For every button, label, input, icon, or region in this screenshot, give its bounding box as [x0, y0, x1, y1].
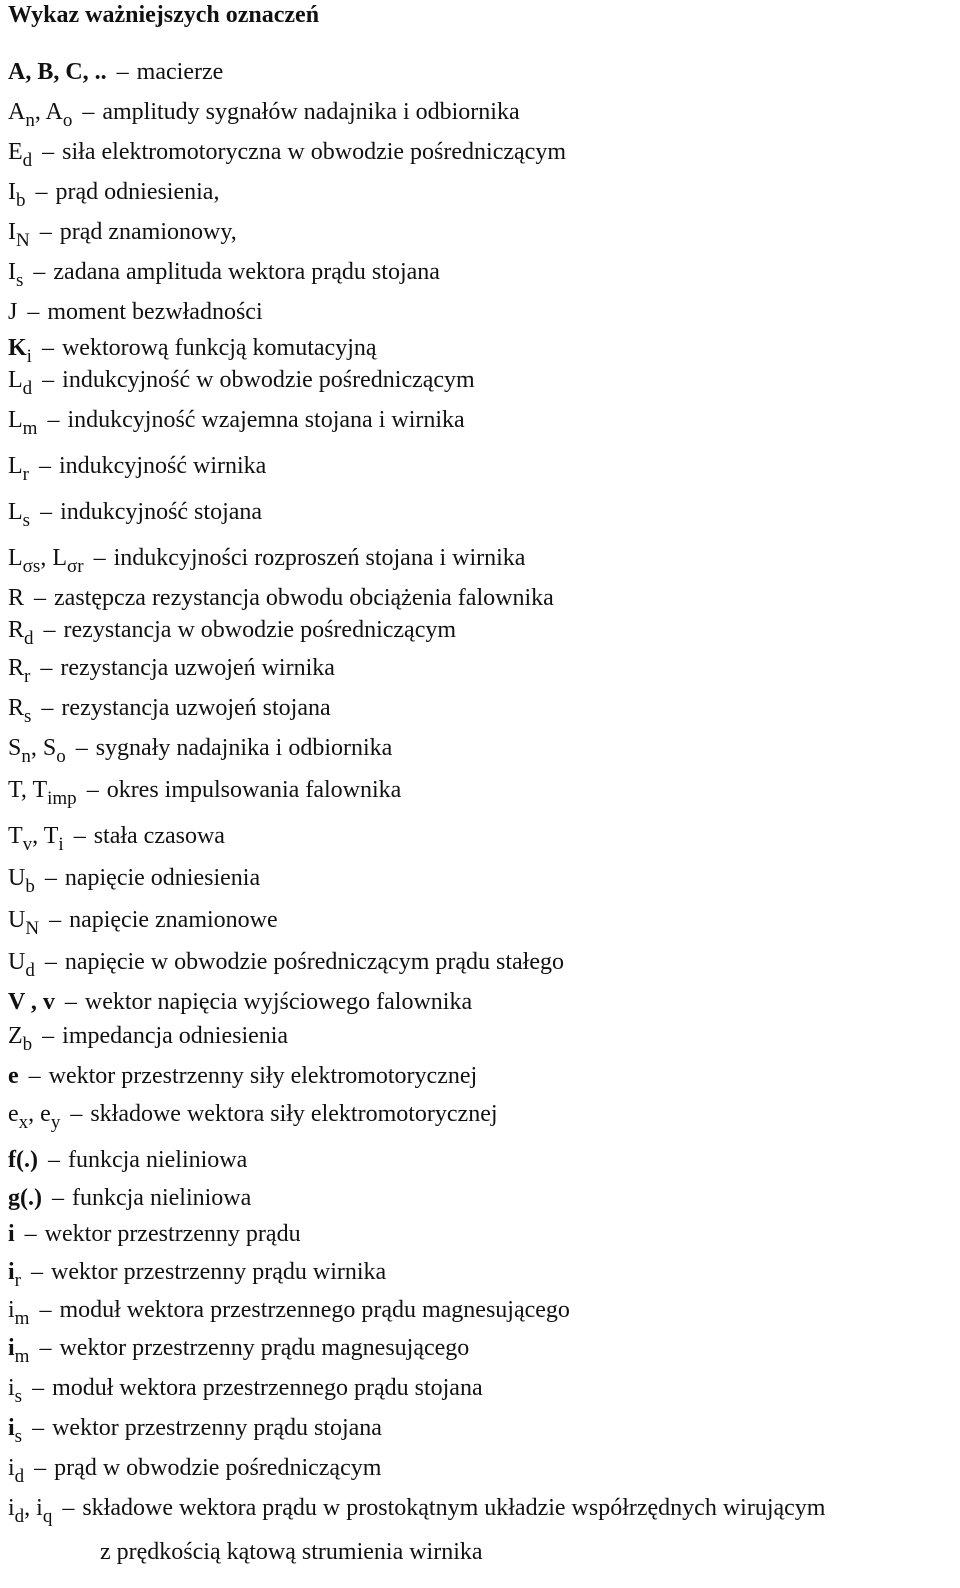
dash-separator: –	[32, 1415, 45, 1441]
dash-separator: –	[39, 219, 52, 245]
symbol: K	[8, 335, 27, 361]
list-item	[8, 906, 278, 939]
dash-separator: –	[41, 695, 54, 721]
symbol-secondary: , S	[30, 735, 57, 761]
symbol-subscript: n	[25, 110, 35, 131]
dash-separator: –	[86, 777, 99, 803]
symbol-subscript: N	[16, 230, 30, 251]
symbol-secondary-subscript: q	[42, 1506, 53, 1527]
list-item	[8, 734, 393, 767]
dash-separator: –	[43, 617, 56, 643]
list-item	[8, 452, 267, 485]
dash-separator: –	[64, 989, 77, 1015]
description: impedancja odniesienia	[62, 1023, 289, 1049]
dash-separator: –	[47, 407, 60, 433]
description: prąd odniesienia,	[55, 179, 220, 205]
dash-separator: –	[42, 367, 55, 393]
description: moment bezwładności	[47, 299, 263, 325]
list-item	[8, 138, 566, 171]
symbol-secondary: , L	[40, 545, 67, 571]
description: amplitudy sygnałów nadajnika i odbiornika	[102, 99, 520, 125]
description: prąd w obwodzie pośredniczącym	[54, 1455, 382, 1481]
symbol: U	[8, 907, 26, 933]
symbol: L	[8, 407, 23, 433]
dash-separator: –	[33, 259, 46, 285]
list-item	[8, 1538, 483, 1566]
symbol-secondary: , T	[20, 777, 48, 803]
description: indukcyjność wirnika	[59, 453, 267, 479]
symbol-subscript: v	[22, 834, 33, 855]
dash-separator: –	[82, 99, 95, 125]
symbol-subscript: N	[25, 918, 40, 939]
list-item	[8, 1184, 251, 1212]
symbol: i	[8, 1495, 15, 1521]
dash-separator: –	[93, 545, 106, 571]
symbol: A	[8, 99, 26, 125]
dash-separator: –	[28, 1063, 41, 1089]
list-item	[8, 366, 475, 399]
list-item	[8, 178, 220, 211]
description: prąd znamionowy,	[59, 219, 237, 245]
symbol-subscript: s	[24, 706, 32, 727]
list-item	[8, 822, 225, 855]
dash-separator: –	[62, 1495, 75, 1521]
symbol: U	[8, 949, 26, 975]
dash-separator: –	[47, 1147, 60, 1173]
dash-separator: –	[39, 453, 51, 479]
description: rezystancja uzwojeń wirnika	[60, 655, 335, 681]
list-item	[8, 1022, 289, 1055]
dash-separator: –	[73, 823, 86, 849]
symbol-subscript: s	[14, 1426, 23, 1447]
symbol: J	[8, 299, 18, 325]
symbol: f(.)	[8, 1147, 38, 1173]
dash-separator: –	[24, 1221, 37, 1247]
description: wektor przestrzenny prądu magnesującego	[59, 1335, 470, 1361]
dash-separator: –	[39, 1335, 52, 1361]
list-item	[8, 98, 520, 131]
symbol: S	[8, 735, 22, 761]
description: napięcie odniesienia	[64, 865, 261, 891]
description: wektor przestrzenny prądu stojana	[52, 1415, 382, 1441]
description: rezystancja w obwodzie pośredniczącym	[63, 617, 457, 643]
list-item	[8, 1374, 483, 1407]
symbol-subscript: m	[14, 1346, 30, 1367]
description: indukcyjności rozproszeń stojana i wirnika	[113, 545, 526, 571]
symbol: U	[8, 865, 26, 891]
description: składowe wektora siły elektromotorycznej	[90, 1101, 498, 1127]
dash-separator: –	[44, 865, 57, 891]
symbol-secondary: , T	[32, 823, 59, 849]
symbol-secondary-subscript: imp	[47, 788, 77, 809]
dash-separator: –	[39, 1297, 52, 1323]
list-item	[8, 616, 457, 649]
list-item	[8, 406, 465, 439]
dash-separator: –	[70, 1101, 83, 1127]
symbol-secondary: , A	[34, 99, 63, 125]
description: wektor napięcia wyjściowego falownika	[84, 989, 473, 1015]
dash-separator: –	[42, 139, 55, 165]
list-item	[8, 776, 402, 809]
symbol-secondary: , i	[24, 1495, 43, 1521]
symbol: Z	[8, 1023, 23, 1049]
symbol: I	[8, 219, 16, 245]
symbol-subscript: i	[26, 346, 32, 367]
symbol-secondary: , e	[28, 1101, 51, 1127]
description: wektor przestrzenny prądu	[44, 1221, 301, 1247]
list-item	[8, 694, 331, 727]
description: zadana amplituda wektora prądu stojana	[53, 259, 440, 285]
symbol: i	[8, 1375, 15, 1401]
dash-separator: –	[40, 655, 53, 681]
list-item	[8, 1062, 477, 1090]
dash-separator: –	[27, 299, 40, 325]
symbol-subscript: n	[21, 746, 31, 767]
symbol: e	[8, 1063, 19, 1089]
symbol: R	[8, 617, 25, 643]
list-item	[8, 948, 564, 981]
symbol-subscript: r	[24, 666, 31, 687]
list-item	[8, 1296, 570, 1329]
list-item	[8, 584, 554, 612]
description: funkcja nieliniowa	[67, 1147, 248, 1173]
list-item	[8, 1334, 470, 1367]
symbol: R	[8, 655, 25, 681]
dash-separator: –	[49, 907, 62, 933]
symbol: I	[8, 179, 16, 205]
symbol-subscript: m	[22, 418, 38, 439]
list-item	[8, 498, 263, 531]
symbol: i	[8, 1335, 15, 1361]
dash-separator: –	[34, 1455, 47, 1481]
description: wektor przestrzenny siły elektromotorycznej	[48, 1063, 478, 1089]
symbol: V , v	[8, 989, 55, 1015]
description: napięcie w obwodzie pośredniczącym prądu stałego	[64, 949, 564, 975]
symbol: i	[8, 1259, 15, 1285]
dash-separator: –	[116, 59, 129, 85]
list-item	[8, 864, 261, 897]
description: indukcyjność w obwodzie pośredniczącym	[62, 367, 475, 393]
description: sygnały nadajnika i odbiornika	[95, 735, 393, 761]
list-item	[8, 218, 237, 251]
description: wektor przestrzenny prądu wirnika	[51, 1259, 387, 1285]
list-item	[8, 58, 223, 86]
symbol: R	[8, 585, 25, 611]
description: rezystancja uzwojeń stojana	[61, 695, 331, 721]
symbol: i	[8, 1221, 15, 1247]
description: napięcie znamionowe	[69, 907, 278, 933]
symbol: T	[8, 777, 21, 803]
list-item	[8, 654, 335, 687]
symbol-secondary-subscript: o	[56, 746, 66, 767]
description: funkcja nieliniowa	[71, 1185, 252, 1211]
symbol: g(.)	[8, 1185, 42, 1211]
list-item	[8, 1454, 382, 1487]
dash-separator: –	[34, 585, 47, 611]
symbol: L	[8, 499, 23, 525]
symbol: L	[8, 545, 23, 571]
dash-separator: –	[41, 335, 54, 361]
list-item	[8, 1494, 826, 1527]
description: z prędkością kątową strumienia wirnika	[100, 1539, 483, 1565]
symbol-secondary-subscript: σr	[66, 556, 84, 577]
symbol-subscript: d	[14, 1506, 25, 1527]
symbol: R	[8, 695, 25, 721]
dash-separator: –	[42, 1023, 55, 1049]
dash-separator: –	[75, 735, 88, 761]
dash-separator: –	[40, 499, 53, 525]
symbol-subscript: b	[25, 876, 35, 897]
description: stała czasowa	[93, 823, 225, 849]
symbol: i	[8, 1297, 15, 1323]
symbol-subscript: d	[22, 378, 33, 399]
description: indukcyjność wzajemna stojana i wirnika	[67, 407, 465, 433]
description: siła elektromotoryczna w obwodzie pośredniczącym	[62, 139, 566, 165]
symbol-subscript: m	[14, 1308, 30, 1329]
page-title: Wykaz ważniejszych oznaczeń	[8, 2, 320, 28]
symbol-secondary-subscript: i	[58, 834, 64, 855]
symbol-subscript: d	[14, 1466, 25, 1487]
symbol-subscript: s	[16, 270, 24, 291]
dash-separator: –	[35, 179, 48, 205]
symbol: i	[8, 1415, 15, 1441]
symbol: i	[8, 1455, 15, 1481]
description: moduł wektora przestrzennego prądu magnesującego	[59, 1297, 570, 1323]
dash-separator: –	[51, 1185, 64, 1211]
symbol-subscript: s	[22, 510, 31, 531]
symbol-subscript: r	[22, 464, 29, 485]
symbol-subscript: b	[22, 1034, 33, 1055]
dash-separator: –	[32, 1375, 45, 1401]
symbol-secondary-subscript: y	[50, 1112, 61, 1133]
symbol: A, B, C, ..	[8, 59, 107, 85]
symbol-subscript: x	[18, 1112, 29, 1133]
list-item	[8, 1258, 387, 1291]
symbol: L	[8, 453, 23, 479]
symbol: T	[8, 823, 23, 849]
description: zastępcza rezystancja obwodu obciążenia falownika	[54, 585, 554, 611]
symbol: I	[8, 259, 16, 285]
symbol-subscript: σs	[22, 556, 41, 577]
list-item	[8, 1100, 498, 1133]
list-item	[8, 298, 263, 326]
dash-separator: –	[31, 1259, 43, 1285]
symbol: L	[8, 367, 23, 393]
symbol-subscript: d	[25, 960, 35, 981]
symbol-subscript: b	[16, 190, 26, 211]
list-item	[8, 1146, 247, 1174]
symbol-subscript: r	[14, 1270, 21, 1291]
description: okres impulsowania falownika	[106, 777, 402, 803]
list-item	[8, 334, 377, 367]
symbol-secondary-subscript: o	[62, 110, 73, 131]
list-item	[8, 1414, 382, 1447]
symbol-subscript: d	[24, 628, 34, 649]
symbol: e	[8, 1101, 19, 1127]
list-item	[8, 544, 526, 577]
symbol-subscript: s	[14, 1386, 23, 1407]
dash-separator: –	[44, 949, 57, 975]
symbol-subscript: d	[22, 150, 33, 171]
list-item	[8, 988, 472, 1016]
description: indukcyjność stojana	[60, 499, 263, 525]
description: macierze	[136, 59, 224, 85]
list-item	[8, 1220, 301, 1248]
description: moduł wektora przestrzennego prądu stojana	[52, 1375, 483, 1401]
symbol: E	[8, 139, 23, 165]
description: wektorową funkcją komutacyjną	[61, 335, 377, 361]
list-item	[8, 258, 440, 291]
description: składowe wektora prądu w prostokątnym układzie współrzędnych wirującym	[82, 1495, 826, 1521]
